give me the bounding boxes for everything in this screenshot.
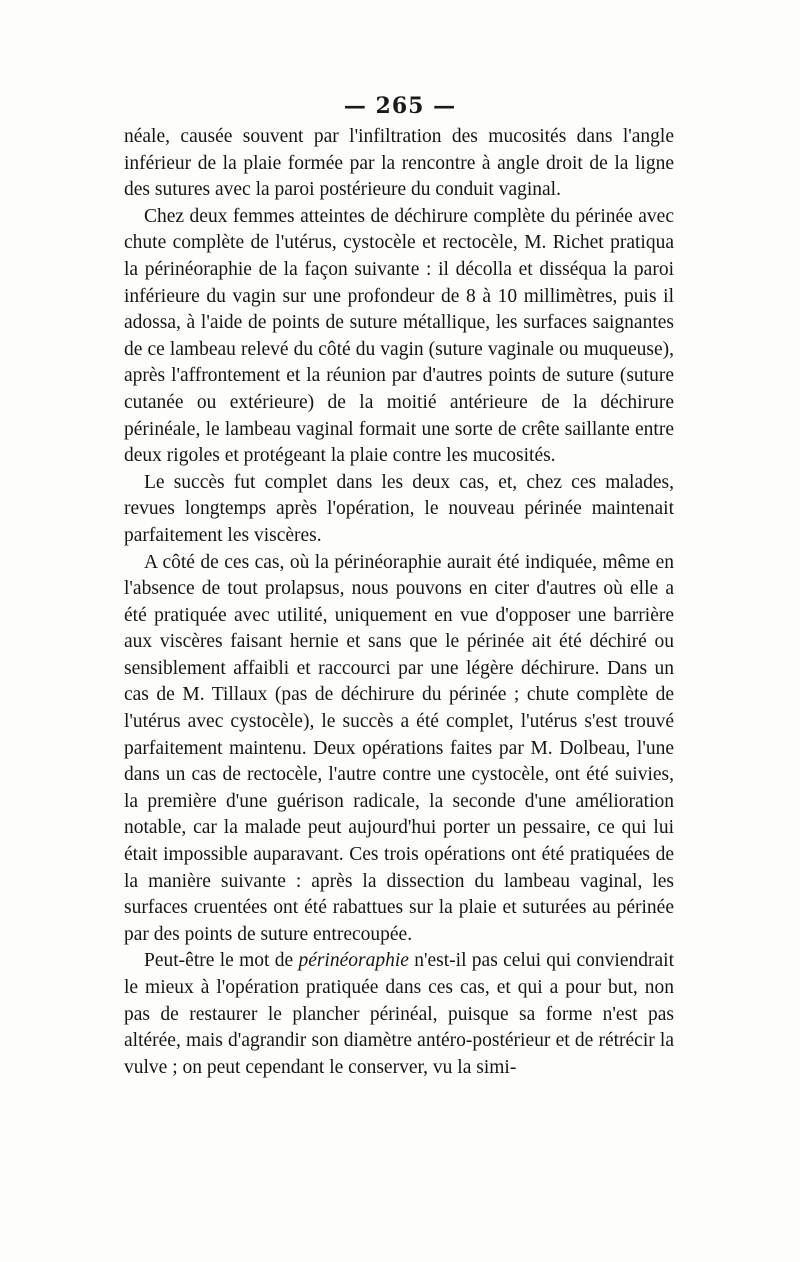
paragraph-1: néale, causée souvent par l'infiltration des mucosités dans l'angle inférieur de la plaie formée par la rencontre à angle droit de la ligne des sutures avec la paroi postérieure du conduit vaginal.	[124, 126, 674, 201]
paragraph-5-rest: n'est-il pas celui qui conviendrait le mieux à l'opération pratiquée dans ces cas, et qui a pour but, non pas de restaurer le plancher périnéal, puisque sa forme n'est pas altérée, mais d'agrandir son diamètre antéro-postérieur et de rétrécir la vulve ; on peut cependant le conserver, vu la simi-	[124, 950, 674, 1078]
paragraph-5	[124, 948, 674, 1081]
page-number: — 265 —	[343, 93, 457, 119]
paragraph-2: Chez deux femmes atteintes de déchirure complète du périnée avec chute complète de l'utérus, cystocèle et rectocèle, M. Richet pratiqua la périnéoraphie de la façon suivante : il décolla et disséqua la paroi inférieure du vagin sur une profondeur de 8 à 10 millimètres, puis il adossa, à l'aide de points de suture métallique, les surfaces saignantes de ce lambeau relevé du côté du vagin (suture vaginale ou muqueuse), après l'affrontement et la réunion par d'autres points de suture (suture cutanée ou extérieure) de la moitié antérieure de la déchirure périnéale, le lambeau vaginal formait une sorte de crête saillante entre deux rigoles et protégeant la plaie contre les mucosités.	[124, 205, 674, 467]
body-text	[124, 124, 674, 1081]
paragraph-3: Le succès fut complet dans les deux cas, et, chez ces malades, revues longtemps après l'opération, le nouveau périnée maintenait parfaitement les viscères.	[124, 471, 674, 546]
paragraph-5-italic-term: périnéoraphie	[298, 950, 409, 972]
paragraph-5-start: Peut-être le mot de	[144, 950, 299, 972]
paragraph-4: A côté de ces cas, où la périnéoraphie aurait été indiquée, même en l'absence de tout prolapsus, nous pouvons en citer d'autres où elle a été pratiquée avec utilité, uniquement en vue d'opposer une barrière aux viscères faisant hernie et sans que le périnée ait été déchiré ou sensiblement affaibli et raccourci par une légère déchirure. Dans un cas de M. Tillaux (pas de déchirure du périnée ; chute complète de l'utérus avec cystocèle), le succès a été complet, l'utérus s'est trouvé parfaitement maintenu. Deux opérations faites par M. Dolbeau, l'une dans un cas de rectocèle, l'autre contre une cystocèle, ont été suivies, la première d'une guérison radicale, la seconde d'une amélioration notable, car la malade peut aujourd'hui porter un pessaire, ce qui lui était impossible auparavant. Ces trois opérations ont été pratiquées de la manière suivante : après la dissection du lambeau vaginal, les surfaces cruentées ont été rabattues sur la plaie et suturées au périnée par des points de suture entrecoupée.	[124, 551, 674, 945]
